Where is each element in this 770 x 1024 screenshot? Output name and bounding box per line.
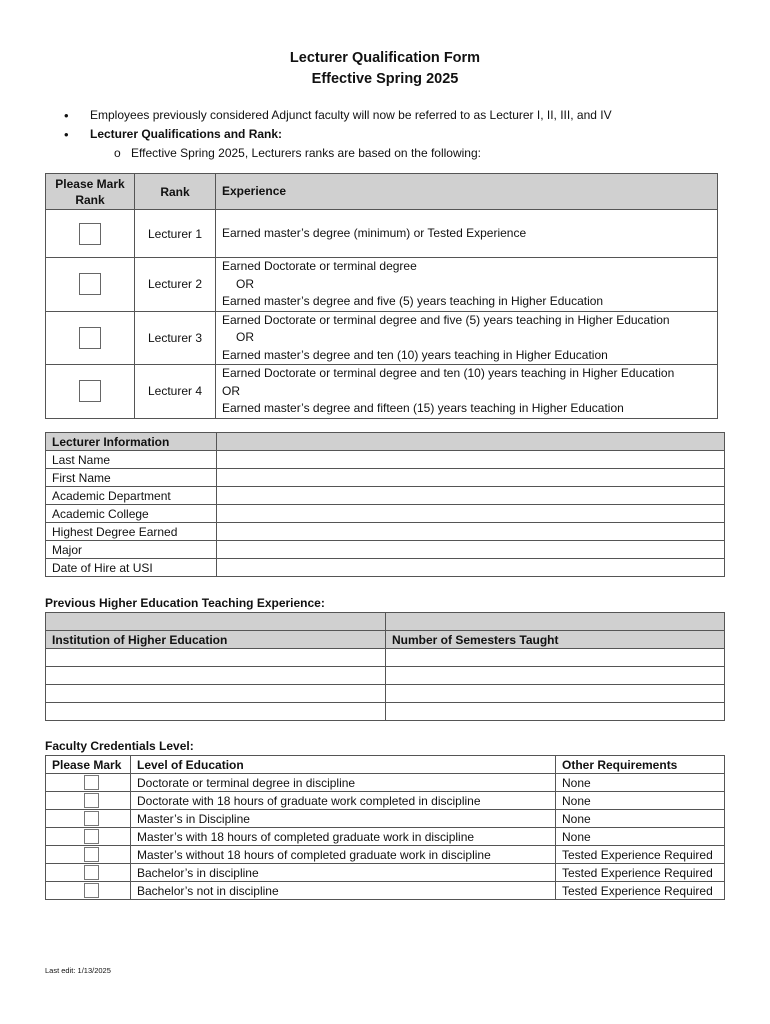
- info-row: [46, 559, 725, 577]
- bullet-item: [64, 106, 744, 125]
- last-edit-note: Last edit: 1/13/2025: [45, 966, 111, 975]
- form-subtitle: Effective Spring 2025: [311, 71, 459, 87]
- credential-checkbox[interactable]: [84, 775, 99, 790]
- lecturer-info-table: [45, 432, 725, 577]
- credential-row: [46, 810, 725, 828]
- rank-table: [45, 173, 718, 419]
- header-other: Other Requirements: [556, 756, 725, 774]
- info-row: [46, 541, 725, 559]
- semesters-field[interactable]: [386, 685, 725, 703]
- institution-field[interactable]: [46, 685, 386, 703]
- header-institution: Institution of Higher Education: [46, 631, 386, 649]
- info-row: [46, 505, 725, 523]
- credential-other: Tested Experience Required: [556, 882, 725, 900]
- experience-line: Earned master’s degree (minimum) or Tested Experience: [222, 225, 527, 240]
- experience-line: Earned master’s degree and ten (10) years teaching in Higher Education: [222, 347, 608, 362]
- credential-level: Bachelor’s not in discipline: [131, 882, 556, 900]
- teaching-header-blank: [386, 613, 725, 631]
- info-label: Date of Hire at USI: [46, 559, 217, 577]
- header-rank: Rank: [135, 174, 216, 210]
- experience-or: OR: [236, 330, 254, 344]
- rank-label: Lecturer 3: [135, 311, 216, 365]
- experience-or: OR: [222, 383, 240, 398]
- credential-checkbox[interactable]: [84, 865, 99, 880]
- credential-level: Master’s with 18 hours of completed graduate work in discipline: [131, 828, 556, 846]
- credential-checkbox-cell: [46, 864, 131, 882]
- info-row: [46, 487, 725, 505]
- academic-department-field[interactable]: [217, 487, 725, 505]
- experience-line: Earned master’s degree and fifteen (15) years teaching in Higher Education: [222, 401, 624, 415]
- header-please-mark: Please Mark: [46, 756, 131, 774]
- rank-checkbox-cell: [46, 365, 135, 419]
- teaching-row: [46, 703, 725, 721]
- credential-checkbox[interactable]: [84, 829, 99, 844]
- rank-checkbox[interactable]: [79, 273, 101, 295]
- experience-line: Earned Doctorate or terminal degree and ten (10) years teaching in Higher Education: [222, 366, 675, 380]
- major-field[interactable]: [217, 541, 725, 559]
- lecturer-info-header: [46, 433, 725, 451]
- credential-checkbox[interactable]: [84, 811, 99, 826]
- rank-table-header: [46, 174, 718, 210]
- experience-line: Earned master’s degree and five (5) years teaching in Higher Education: [222, 294, 604, 308]
- credential-row: [46, 882, 725, 900]
- intro-bullets: [64, 106, 744, 163]
- credentials-header-row: [46, 756, 725, 774]
- teaching-table: [45, 612, 725, 721]
- info-label: Academic College: [46, 505, 217, 523]
- credential-row: [46, 846, 725, 864]
- bullet-glyph: •: [64, 127, 69, 142]
- academic-college-field[interactable]: [217, 505, 725, 523]
- experience-line: Earned Doctorate or terminal degree: [222, 259, 417, 273]
- info-label: Last Name: [46, 451, 217, 469]
- rank-experience: [216, 365, 718, 419]
- teaching-section-label: Previous Higher Education Teaching Experience:: [45, 596, 325, 610]
- bullet-item: [64, 125, 744, 144]
- credential-checkbox-cell: [46, 810, 131, 828]
- date-of-hire-field[interactable]: [217, 559, 725, 577]
- semesters-field[interactable]: [386, 649, 725, 667]
- info-row: [46, 451, 725, 469]
- rank-checkbox-cell: [46, 258, 135, 312]
- rank-experience: [216, 258, 718, 312]
- credential-checkbox-cell: [46, 828, 131, 846]
- rank-label: Lecturer 1: [135, 210, 216, 258]
- rank-label: Lecturer 4: [135, 365, 216, 419]
- sub-bullet-item: [64, 144, 744, 163]
- credential-level: Doctorate with 18 hours of graduate work completed in discipline: [131, 792, 556, 810]
- credential-other: None: [556, 774, 725, 792]
- institution-field[interactable]: [46, 649, 386, 667]
- last-name-field[interactable]: [217, 451, 725, 469]
- sub-bullet-text: Effective Spring 2025, Lecturers ranks are based on the following:: [131, 146, 481, 160]
- info-label: Highest Degree Earned: [46, 523, 217, 541]
- credential-other: Tested Experience Required: [556, 864, 725, 882]
- credential-level: Bachelor’s in discipline: [131, 864, 556, 882]
- teaching-row: [46, 649, 725, 667]
- bullet-text: Lecturer Qualifications and Rank:: [90, 127, 283, 141]
- experience-or: OR: [236, 276, 254, 291]
- info-label: Major: [46, 541, 217, 559]
- experience-line: Earned Doctorate or terminal degree and five (5) years teaching in Higher Education: [222, 312, 670, 327]
- rank-checkbox[interactable]: [79, 223, 101, 245]
- info-row: [46, 469, 725, 487]
- rank-row: [46, 210, 718, 258]
- rank-experience: [216, 210, 718, 258]
- rank-checkbox[interactable]: [79, 327, 101, 349]
- sub-bullet-glyph: o: [114, 146, 121, 160]
- credential-row: [46, 774, 725, 792]
- bullet-glyph: •: [64, 108, 69, 123]
- credential-checkbox-cell: [46, 792, 131, 810]
- credential-other: None: [556, 792, 725, 810]
- credential-row: [46, 864, 725, 882]
- lecturer-info-header-blank: [217, 433, 725, 451]
- header-experience: Experience: [216, 174, 718, 210]
- credential-other: None: [556, 810, 725, 828]
- rank-row: [46, 258, 718, 312]
- institution-field[interactable]: [46, 667, 386, 685]
- credential-other: Tested Experience Required: [556, 846, 725, 864]
- bullet-text: Employees previously considered Adjunct faculty will now be referred to as Lecturer I, II, III, and IV: [90, 108, 612, 122]
- credential-level: Master’s in Discipline: [131, 810, 556, 828]
- rank-row: [46, 311, 718, 365]
- teaching-row: [46, 685, 725, 703]
- form-title: Lecturer Qualification Form: [289, 50, 481, 66]
- teaching-header-blank: [46, 613, 386, 631]
- rank-row: [46, 365, 718, 419]
- teaching-header-blank-row: [46, 613, 725, 631]
- credential-row: [46, 792, 725, 810]
- rank-checkbox[interactable]: [79, 380, 101, 402]
- credential-checkbox-cell: [46, 882, 131, 900]
- info-label: First Name: [46, 469, 217, 487]
- info-row: [46, 523, 725, 541]
- credentials-table: [45, 755, 725, 900]
- credential-checkbox-cell: [46, 846, 131, 864]
- header-level: Level of Education: [131, 756, 556, 774]
- credential-checkbox-cell: [46, 774, 131, 792]
- semesters-field[interactable]: [386, 703, 725, 721]
- rank-experience: [216, 311, 718, 365]
- credential-level: Doctorate or terminal degree in discipline: [131, 774, 556, 792]
- credential-level: Master’s without 18 hours of completed graduate work in discipline: [131, 846, 556, 864]
- rank-checkbox-cell: [46, 210, 135, 258]
- credentials-section-label: Faculty Credentials Level:: [45, 739, 194, 753]
- institution-field[interactable]: [46, 703, 386, 721]
- info-label: Academic Department: [46, 487, 217, 505]
- semesters-field[interactable]: [386, 667, 725, 685]
- credential-checkbox[interactable]: [84, 883, 99, 898]
- first-name-field[interactable]: [217, 469, 725, 487]
- teaching-header-row: [46, 631, 725, 649]
- header-semesters: Number of Semesters Taught: [386, 631, 725, 649]
- rank-label: Lecturer 2: [135, 258, 216, 312]
- lecturer-info-title: Lecturer Information: [46, 433, 217, 451]
- credential-checkbox[interactable]: [84, 793, 99, 808]
- rank-checkbox-cell: [46, 311, 135, 365]
- highest-degree-field[interactable]: [217, 523, 725, 541]
- header-please-mark-rank: Please Mark Rank: [46, 174, 135, 210]
- credential-checkbox[interactable]: [84, 847, 99, 862]
- teaching-row: [46, 667, 725, 685]
- credential-other: None: [556, 828, 725, 846]
- credential-row: [46, 828, 725, 846]
